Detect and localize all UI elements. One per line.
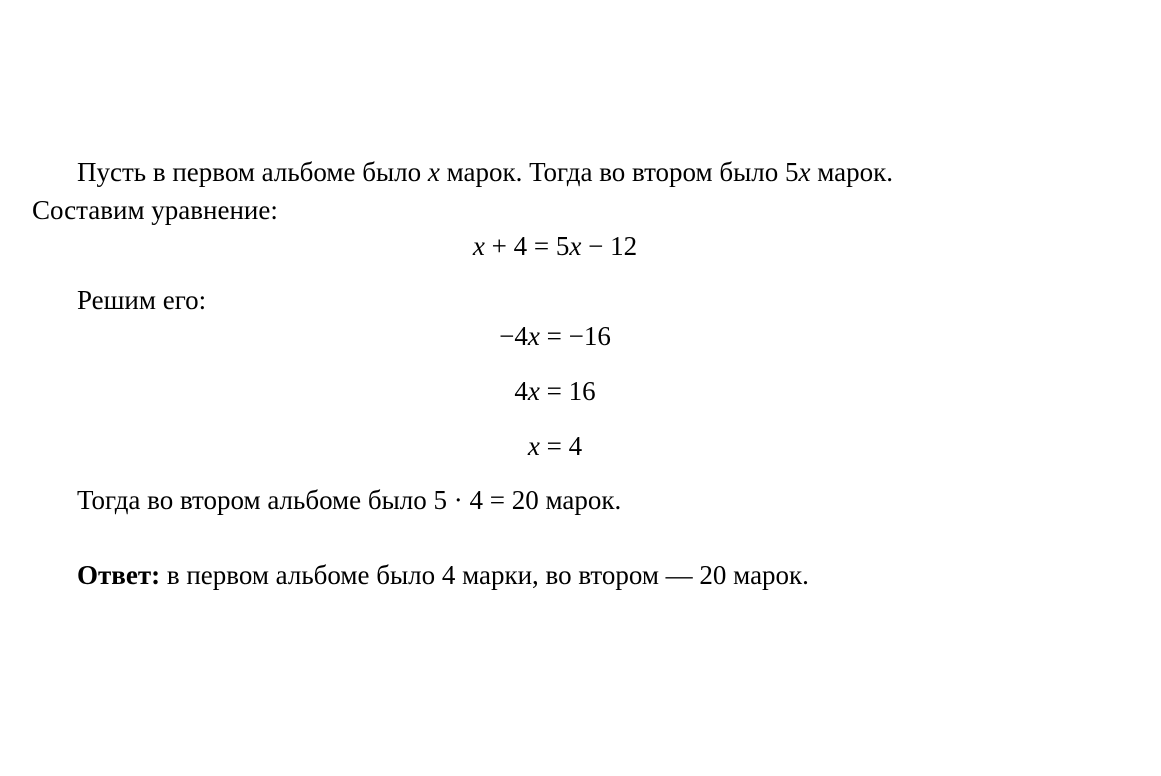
eq-part: − 12 (581, 231, 638, 261)
equation-step-3 (0, 429, 1110, 463)
intro-text-1: Пусть в первом альбоме было (77, 157, 422, 187)
conclusion-text: Тогда во втором альбоме было 5 · 4 = 20 марок. (77, 485, 622, 515)
eq-part: = 4 (539, 431, 583, 461)
paragraph-intro-line-2: Составим уравнение: (32, 195, 278, 225)
answer-line (77, 558, 809, 592)
answer-text: в первом альбоме было 4 марки, во втором — 20 марок. (160, 560, 809, 590)
eq-var: x (527, 376, 540, 406)
intro-text-3: марок. (817, 157, 893, 187)
eq-part: 4 (514, 376, 528, 406)
eq-part: −4 (499, 321, 528, 351)
eq-var: x (569, 231, 582, 261)
intro-text-2: марок. Тогда во втором было 5 (446, 157, 799, 187)
solve-label: Решим его: (77, 285, 207, 315)
equation-step-1 (0, 319, 1110, 353)
paragraph-intro-line-1 (77, 155, 893, 189)
variable-x: x (427, 157, 440, 187)
eq-part: + 4 = 5 (484, 231, 570, 261)
eq-var: x (472, 231, 485, 261)
eq-var: x (527, 321, 540, 351)
equation-main (0, 229, 1110, 263)
variable-x: x (798, 157, 811, 187)
answer-label: Ответ: (77, 560, 161, 590)
eq-part: = −16 (539, 321, 611, 351)
equation-step-2 (0, 374, 1110, 408)
eq-var: x (527, 431, 540, 461)
eq-part: = 16 (539, 376, 596, 406)
